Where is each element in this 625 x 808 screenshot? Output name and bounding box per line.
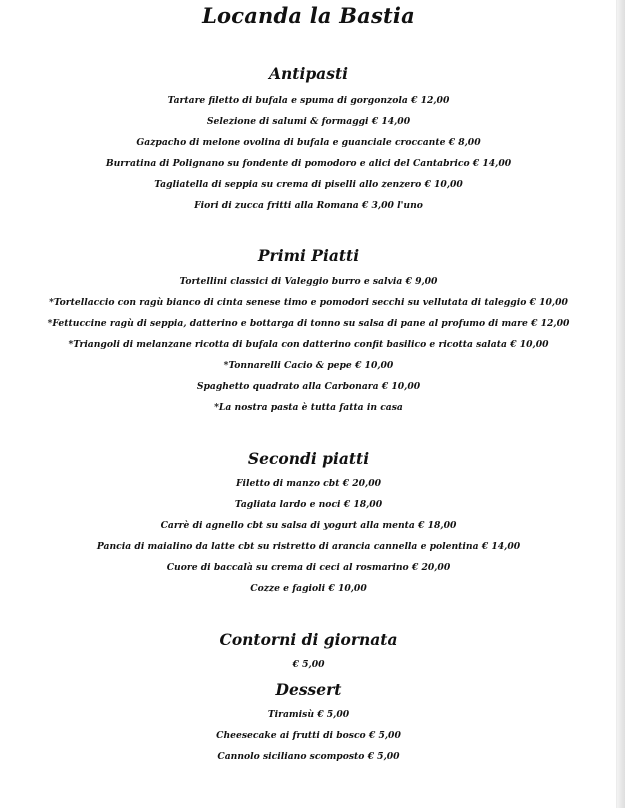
section-title-antipasti: Antipasti [269, 64, 348, 83]
section-title-contorni: Contorni di giornata [219, 630, 398, 649]
page-edge [616, 0, 625, 808]
menu-item: Tartare filetto di bufala e spuma di gorgonzola € 12,00 [167, 95, 450, 106]
restaurant-title: Locanda la Bastia [202, 3, 415, 28]
menu-item: Gazpacho di melone ovolina di bufala e guanciale croccante € 8,00 [136, 137, 481, 148]
menu-item: Selezione di salumi & formaggi € 14,00 [206, 116, 411, 127]
menu-item: *Fettuccine ragù di seppia, datterino e bottarga di tonno su salsa di pane al profumo di mare € 12,00 [47, 318, 570, 329]
menu-item: Cheesecake ai frutti di bosco € 5,00 [216, 730, 401, 741]
section-title-dessert: Dessert [275, 680, 342, 699]
menu-item: *Tonnarelli Cacio & pepe € 10,00 [223, 360, 394, 371]
menu-item: Pancia di maialino da latte cbt su ristretto di arancia cannella e polentina € 14,00 [96, 541, 521, 552]
menu-item: Fiori di zucca fritti alla Romana € 3,00 l'uno [194, 200, 423, 211]
menu-item: Burratina di Polignano su fondente di pomodoro e alici del Cantabrico € 14,00 [105, 158, 512, 169]
pasta-note: *La nostra pasta è tutta fatta in casa [214, 402, 403, 413]
menu-item: Cozze e fagioli € 10,00 [250, 583, 367, 594]
menu-item: Tagliata lardo e noci € 18,00 [234, 499, 383, 510]
menu-item: Tagliatella di seppia su crema di piselli allo zenzero € 10,00 [154, 179, 463, 190]
menu-item: Cuore di baccalà su crema di ceci al rosmarino € 20,00 [166, 562, 451, 573]
section-title-primi-piatti: Primi Piatti [257, 246, 360, 265]
menu-item: Tortellini classici di Valeggio burro e salvia € 9,00 [179, 276, 438, 287]
menu-item: Spaghetto quadrato alla Carbonara € 10,00 [196, 381, 421, 392]
menu-item: Carrè di agnello cbt su salsa di yogurt alla menta € 18,00 [160, 520, 457, 531]
menu-item: *Tortellaccio con ragù bianco di cinta senese timo e pomodori secchi su vellutata di taleggio € 10,00 [49, 297, 568, 308]
menu-item: Tiramisù € 5,00 [267, 709, 350, 720]
menu-item: Cannolo siciliano scomposto € 5,00 [217, 751, 400, 762]
menu-item-price: € 5,00 [292, 659, 325, 670]
menu-item: *Triangoli di melanzane ricotta di bufala con datterino confit basilico e ricotta salata € 10,00 [68, 339, 549, 350]
menu-item: Filetto di manzo cbt € 20,00 [236, 478, 381, 489]
section-title-secondi-piatti: Secondi piatti [247, 449, 370, 468]
